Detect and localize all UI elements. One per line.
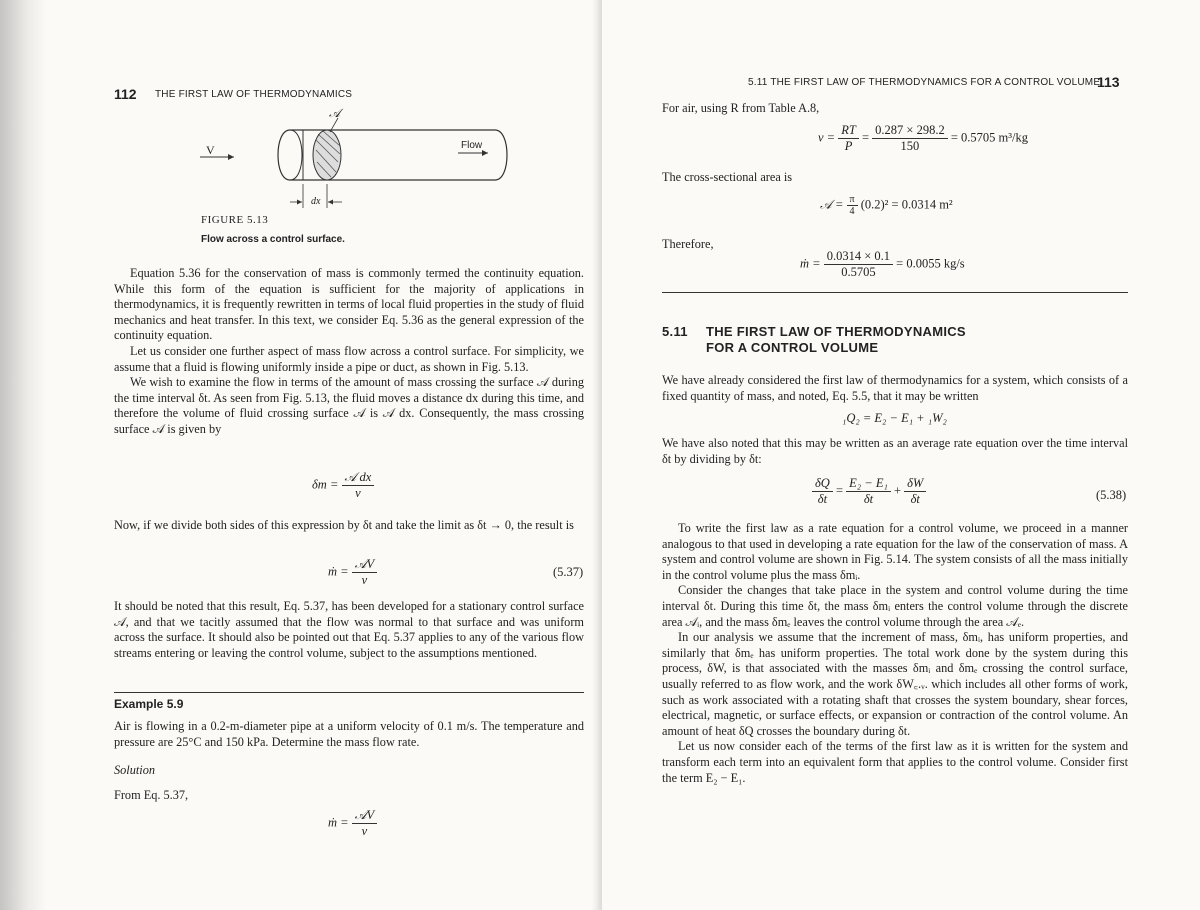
paragraph-continuity: Equation 5.36 for the conservation of mass is commonly termed the continuity equation. While this form of the equation is sufficient for the majority of applications in thermodynamics, it is frequently rewritten in terms of local fluid properties in the study of fluid mechanics and heat transfer. In this text, we consider Eq. 5.36 as the general expression of the continuity equation.: [114, 266, 584, 343]
equation-mass-flow-result: ṁ = $\frac{0.0314 \times 0.1}{0.5705}$ = 0.0055 kg/s: [800, 249, 965, 279]
page-edge-shadow: [0, 0, 46, 910]
right-body-3: [662, 521, 1128, 786]
pipe-right-end: [495, 130, 507, 180]
example-title: Example 5.9: [114, 697, 184, 711]
paragraph-divide: Now, if we divide both sides of this expression by δt and take the limit as δt → 0, the result is: [114, 518, 574, 532]
left-body: [114, 266, 584, 438]
example-problem: Air is flowing in a 0.2-m-diameter pipe at a uniform velocity of 0.1 m/s. The temperature and pressure are 25°C and 150 kPa. Determine the mass flow rate.: [114, 719, 584, 749]
paragraph-control-volume: To write the first law as a rate equation for a control volume, we proceed in a manner analogous to that used in developing a rate equation for the law of the conservation of mass. A system and control volume are shown in Fig. 5.14. The system consists of all the mass initially in the control volume plus the mass δmᵢ.: [662, 521, 1128, 582]
paragraph-changes: Consider the changes that take place in the system and control volume during the time interval δt. During this time δt, the mass δmᵢ enters the control volume through the discrete area 𝒜ᵢ, and the mass δmₑ leaves the control volume through the area 𝒜ₑ.: [662, 583, 1128, 629]
left-page: [0, 0, 598, 910]
area-text: The cross-sectional area is: [662, 170, 793, 184]
example-rule: [114, 692, 584, 693]
right-page: [602, 0, 1200, 910]
left-page-number: 112: [114, 86, 137, 102]
figure-caption: Flow across a control surface.: [201, 234, 345, 245]
paragraph-examine-flow: We wish to examine the flow in terms of the amount of mass crossing the surface 𝒜 during the time interval δt. As seen from Fig. 5.13, the fluid moves a distance dx during this time, and therefore the volume of fluid crossing surface 𝒜 is 𝒜 dx. Consequently, the mass crossing surface 𝒜 is given by: [114, 375, 584, 436]
right-body-1: [662, 373, 1128, 404]
example-equation: ṁ = $\frac{\text{𝒜V}}{v}$: [328, 808, 377, 839]
right-page-number: 113: [1097, 74, 1120, 90]
left-body-3: [114, 599, 584, 661]
equation-first-law: ₁Q₂ = E₂ − E₁ + ₁W₂: [842, 411, 947, 425]
pipe-left-end-inner: [290, 130, 302, 180]
paragraph-terms: Let us now consider each of the terms of the first law as it is written for the system and transform each term into an equivalent form that applies to the control volume. Consider first the term E₂ − E₁.: [662, 739, 1128, 785]
example-problem-wrap: [114, 719, 584, 750]
pipe-left-end: [278, 130, 290, 180]
therefore-text: Therefore,: [662, 237, 714, 251]
left-running-head: THE FIRST LAW OF THERMODYNAMICS: [155, 89, 353, 100]
equation-area: 𝒜 = $\frac{\pi}{4}$ (0.2)² = 0.0314 m²: [820, 194, 953, 217]
equation-number-5-37: (5.37): [553, 565, 584, 579]
left-body-2: [114, 518, 584, 534]
paragraph-analysis: In our analysis we assume that the increment of mass, δmᵢ, has uniform properties, and similarly that δmₑ has uniform properties. The total work done by the system during this process, δW, is that associated with the masses δmᵢ and δmₑ crossing the control surface, usually referred to as flow work, and the work δW꜀.ᵥ. which includes all other forms of work, such as work associated with a rotating shaft that crosses the system boundary, shear forces, electrical, magnetic, or surface effects, or expansion or contraction of the control volume. An amount of heat δQ crosses the boundary during δt.: [662, 630, 1128, 738]
paragraph-first-law-system: We have already considered the first law of thermodynamics for a system, which consists of a fixed quantity of mass, and noted, Eq. 5.5, that it may be written: [662, 373, 1128, 403]
section-title-line-1: THE FIRST LAW OF THERMODYNAMICS: [706, 324, 966, 339]
section-title-line-2: FOR A CONTROL VOLUME: [706, 340, 879, 355]
paragraph-stationary: It should be noted that this result, Eq. 5.37, has been developed for a stationary control surface 𝒜, and that we tacitly assumed that the flow was normal to that surface and was uniform across the surface. It should also be pointed out that Eq. 5.37 applies to any of the various flow streams entering or leaving the control volume, subject to the assumptions mentioned.: [114, 599, 584, 660]
pipe-flow-figure: [190, 110, 510, 210]
equation-delta-m: δm = $\frac{\text{𝒜 dx}}{v}$: [312, 470, 374, 501]
equation-mdot: ṁ = $\frac{\text{𝒜V}}{v}$: [328, 557, 377, 588]
equation-rate: $\frac{\delta Q}{\delta t}$ = $\frac{\text{E₂ − E₁}}{\delta t}$ + $\frac{\delta W}{\delta t}$: [812, 476, 926, 507]
equation-number-5-38: (5.38): [1096, 488, 1127, 502]
example-from-text: From Eq. 5.37,: [114, 788, 189, 802]
for-air-text: For air, using R from Table A.8,: [662, 101, 820, 115]
solution-label: Solution: [114, 763, 155, 777]
figure-number: FIGURE 5.13: [201, 214, 269, 226]
equation-specific-volume: v = $\frac{RT}{P}$ = $\frac{0.287 \times 298.2}{150}$ = 0.5705 m³/kg: [818, 123, 1028, 153]
figure-label-flow: Flow: [461, 140, 483, 151]
paragraph-rate-equation: We have also noted that this may be written as an average rate equation over the time interval δt by dividing by δt:: [662, 436, 1128, 466]
figure-label-dx: dx: [311, 196, 321, 207]
section-number: 5.11: [662, 324, 688, 339]
right-body-2: [662, 436, 1128, 467]
paragraph-mass-flow: Let us consider one further aspect of mass flow across a control surface. For simplicity, we assume that a fluid is flowing uniformly inside a pipe or duct, as shown in Fig. 5.13.: [114, 343, 584, 374]
section-rule: [662, 292, 1128, 293]
right-running-head: 5.11 THE FIRST LAW OF THERMODYNAMICS FOR A CONTROL VOLUME: [748, 77, 1101, 88]
figure-label-velocity: V: [206, 143, 215, 157]
figure-label-area: 𝒜: [329, 106, 341, 120]
